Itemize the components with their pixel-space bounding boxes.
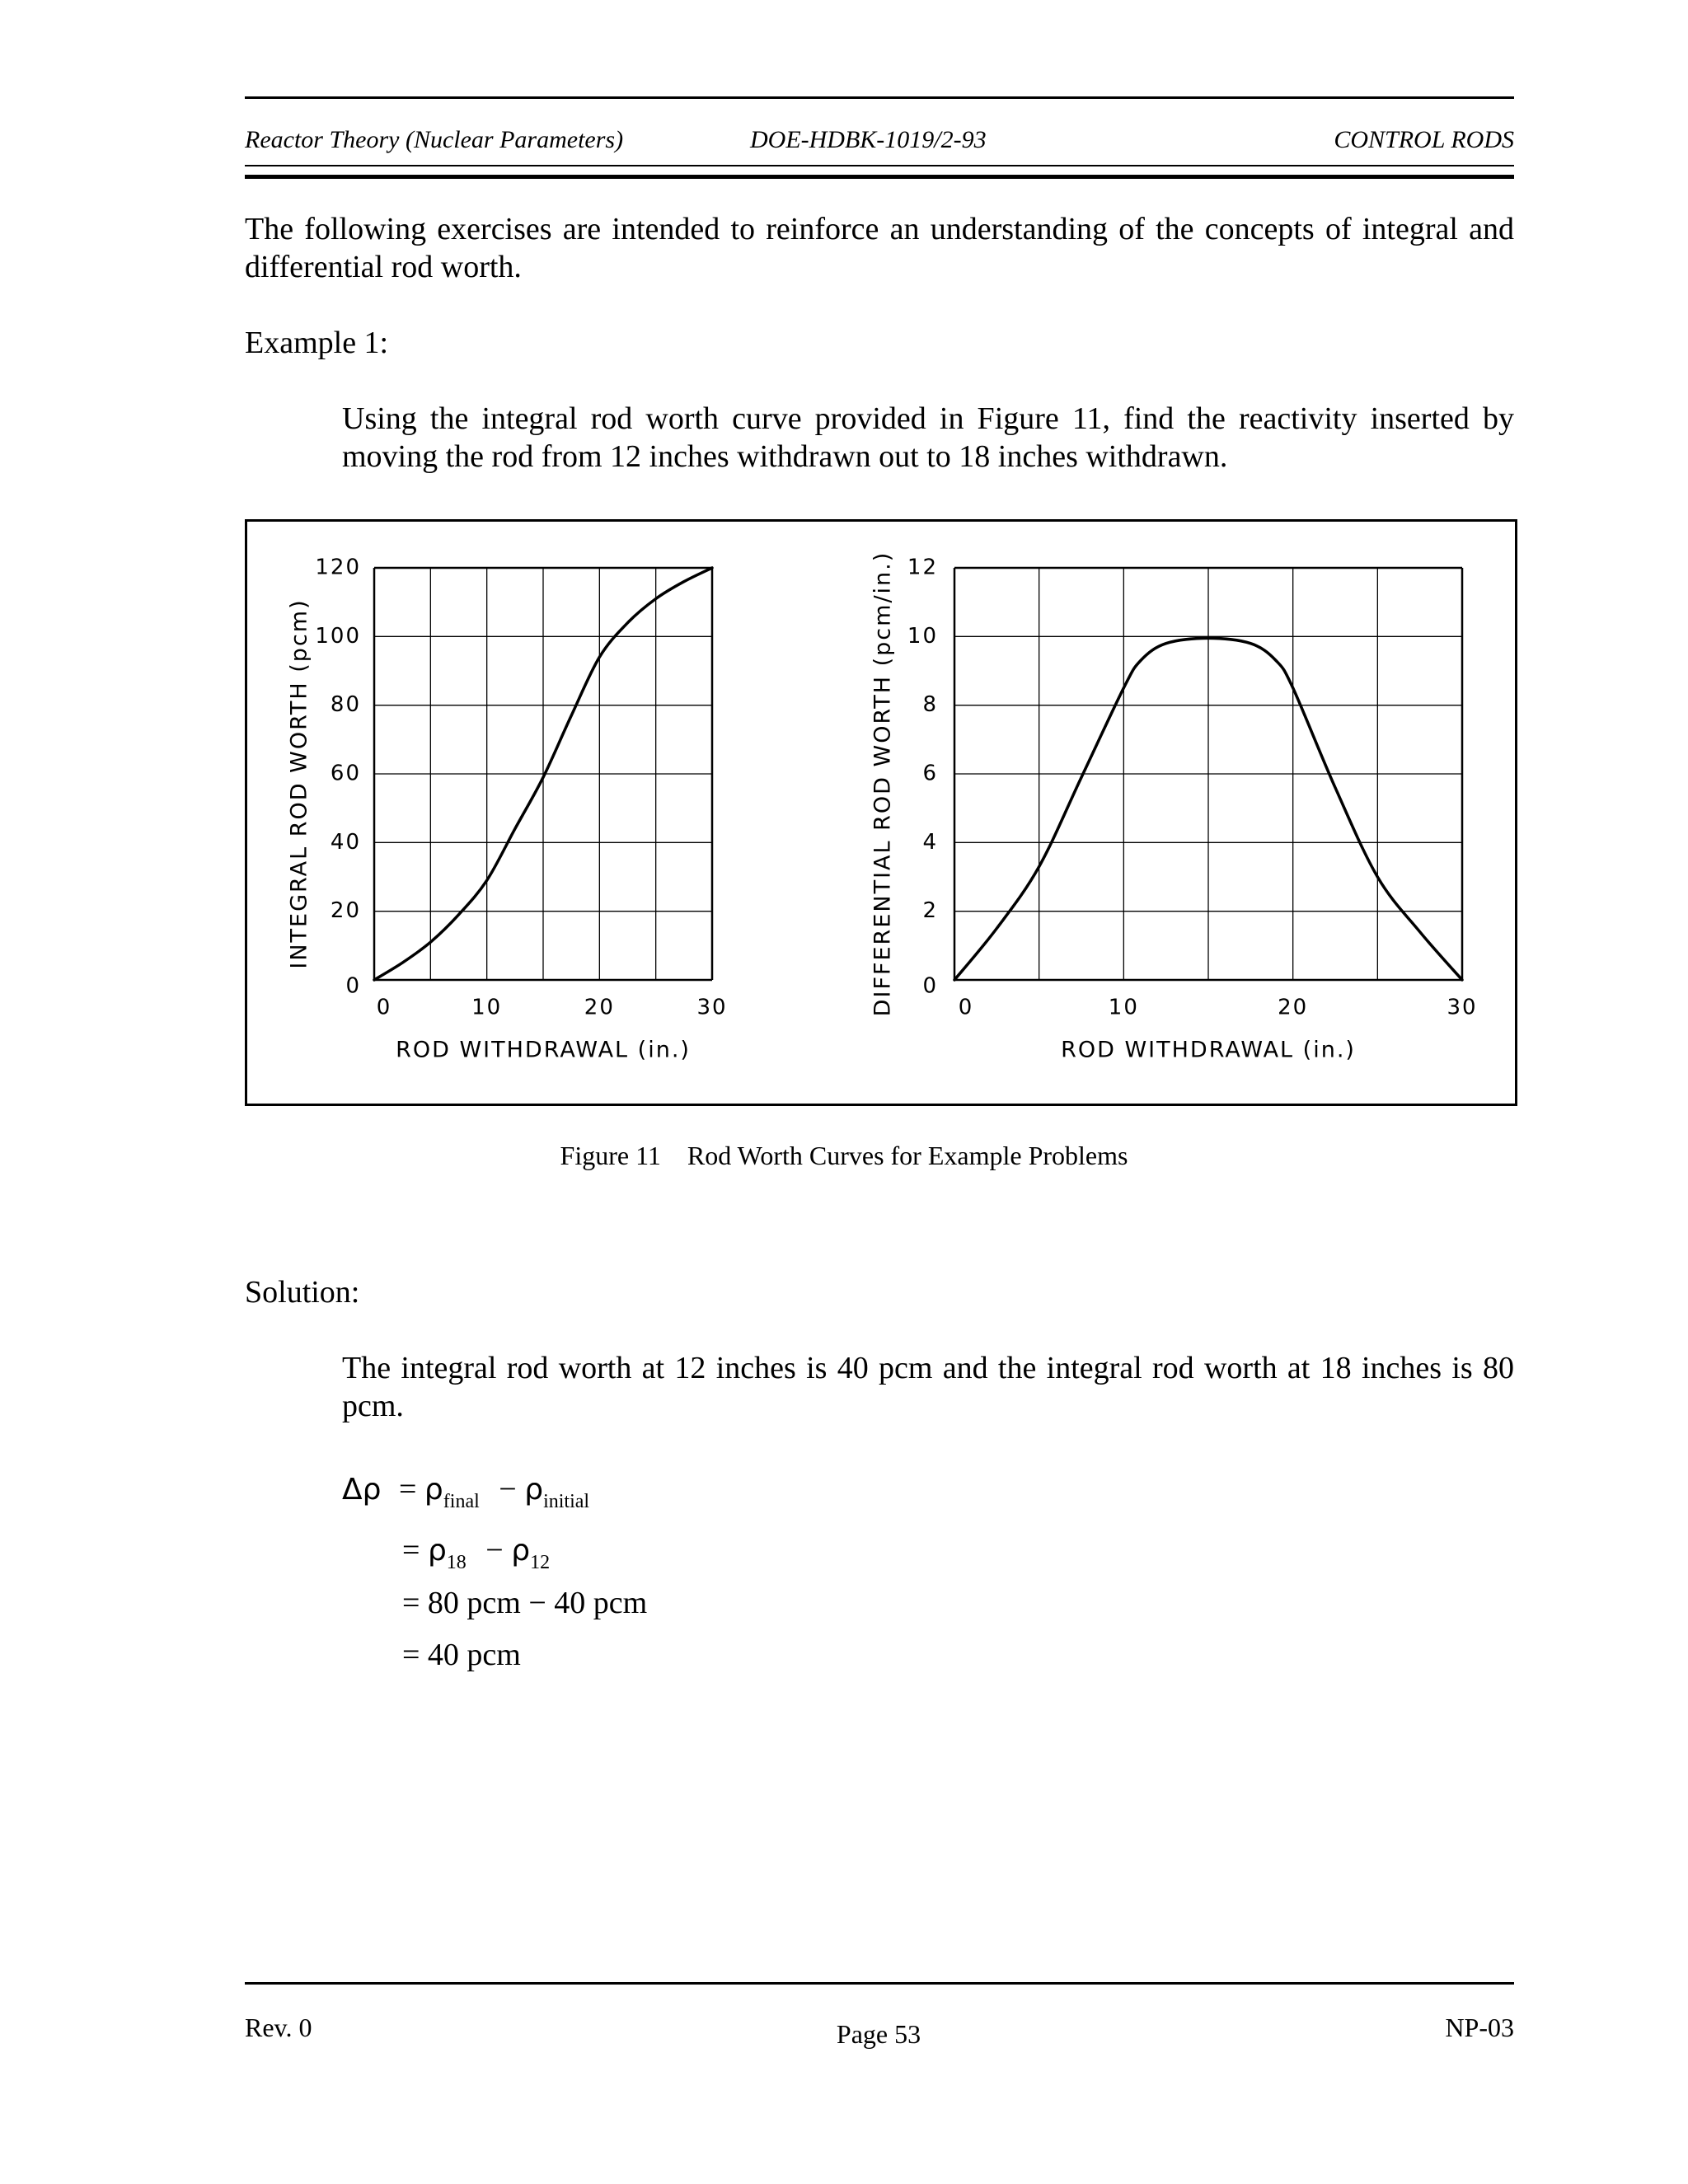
integral-y-tick-label: 40 bbox=[330, 829, 361, 855]
header-rule-thick bbox=[245, 175, 1514, 179]
example-heading: Example 1: bbox=[245, 326, 389, 360]
solution-heading: Solution: bbox=[245, 1275, 360, 1310]
integral-x-tick-label: 0 bbox=[376, 995, 392, 1020]
equation-line-2 bbox=[402, 1531, 550, 1582]
equals-sign: = bbox=[398, 1472, 417, 1507]
differential-x-tick-label: 20 bbox=[1278, 995, 1309, 1020]
integral-x-tick-label: 30 bbox=[696, 995, 728, 1020]
integral-y-tick-label: 120 bbox=[315, 555, 361, 580]
integral-x-axis-label: ROD WITHDRAWAL (in.) bbox=[396, 1037, 691, 1063]
delta-rho-symbol: Δρ bbox=[342, 1473, 382, 1507]
differential-y-tick-label: 0 bbox=[922, 973, 938, 999]
intro-paragraph: The following exercises are intended to reinforce an understanding of the concepts of integral and differential rod worth. bbox=[245, 212, 1514, 284]
rho-symbol: ρ bbox=[427, 1534, 447, 1568]
differential-y-tick-label: 12 bbox=[907, 555, 938, 580]
example-text: Using the integral rod worth curve provided in Figure 11, find the reactivity inserted by moving the rod from 12 inches withdrawn out to 18 inches withdrawn. bbox=[342, 401, 1514, 474]
rho-symbol: ρ bbox=[511, 1534, 531, 1568]
integral-x-tick-label: 10 bbox=[471, 995, 503, 1020]
differential-y-axis-label: DIFFERENTIAL ROD WORTH (pcm/in.) bbox=[870, 551, 896, 1017]
figure-charts bbox=[247, 522, 1515, 1104]
integral-y-tick-label: 0 bbox=[345, 973, 361, 999]
footer-right: NP-03 bbox=[1445, 2013, 1514, 2042]
differential-y-tick-label: 4 bbox=[922, 829, 938, 855]
rho-symbol: ρ bbox=[524, 1473, 544, 1507]
differential-x-tick-label: 0 bbox=[958, 995, 974, 1020]
equation-line-1 bbox=[342, 1470, 589, 1521]
footer-rule bbox=[245, 1982, 1514, 1985]
differential-y-tick-label: 2 bbox=[922, 898, 938, 924]
integral-y-tick-label: 20 bbox=[330, 898, 361, 924]
equals-sign: = bbox=[402, 1533, 420, 1568]
minus-sign: − bbox=[499, 1472, 517, 1507]
differential-x-tick-label: 30 bbox=[1447, 995, 1478, 1020]
header-right: CONTROL RODS bbox=[1334, 126, 1514, 153]
minus-sign: − bbox=[485, 1533, 504, 1568]
equation-line-4: = 40 pcm bbox=[402, 1638, 521, 1672]
integral-y-tick-label: 80 bbox=[330, 692, 361, 718]
integral-y-tick-label: 60 bbox=[330, 761, 361, 786]
header-rule-thin bbox=[245, 165, 1514, 166]
equation-line-3: = 80 pcm − 40 pcm bbox=[402, 1586, 648, 1620]
integral-y-tick-label: 100 bbox=[315, 623, 361, 649]
differential-x-tick-label: 10 bbox=[1108, 995, 1139, 1020]
differential-y-tick-label: 10 bbox=[907, 623, 938, 649]
subscript-12: 12 bbox=[530, 1552, 551, 1573]
figure-frame bbox=[245, 519, 1517, 1106]
header-left: Reactor Theory (Nuclear Parameters) bbox=[245, 126, 624, 153]
subscript-initial: initial bbox=[543, 1491, 590, 1512]
differential-y-tick-label: 6 bbox=[922, 761, 938, 786]
footer-left: Rev. 0 bbox=[245, 2013, 312, 2042]
header-top-rule bbox=[245, 96, 1514, 99]
rho-symbol: ρ bbox=[424, 1473, 443, 1507]
integral-y-axis-label: INTEGRAL ROD WORTH (pcm) bbox=[286, 598, 312, 969]
footer-center: Page 53 bbox=[836, 2019, 921, 2049]
solution-text: The integral rod worth at 12 inches is 40 pcm and the integral rod worth at 18 inches is 80 pcm. bbox=[342, 1351, 1514, 1423]
differential-x-axis-label: ROD WITHDRAWAL (in.) bbox=[1061, 1037, 1356, 1063]
header-center: DOE-HDBK-1019/2-93 bbox=[750, 126, 987, 153]
subscript-final: final bbox=[443, 1491, 480, 1512]
integral-x-tick-label: 20 bbox=[584, 995, 615, 1020]
figure-caption: Figure 11 Rod Worth Curves for Example Problems bbox=[560, 1141, 1128, 1170]
subscript-18: 18 bbox=[446, 1552, 467, 1573]
differential-y-tick-label: 8 bbox=[922, 692, 938, 718]
